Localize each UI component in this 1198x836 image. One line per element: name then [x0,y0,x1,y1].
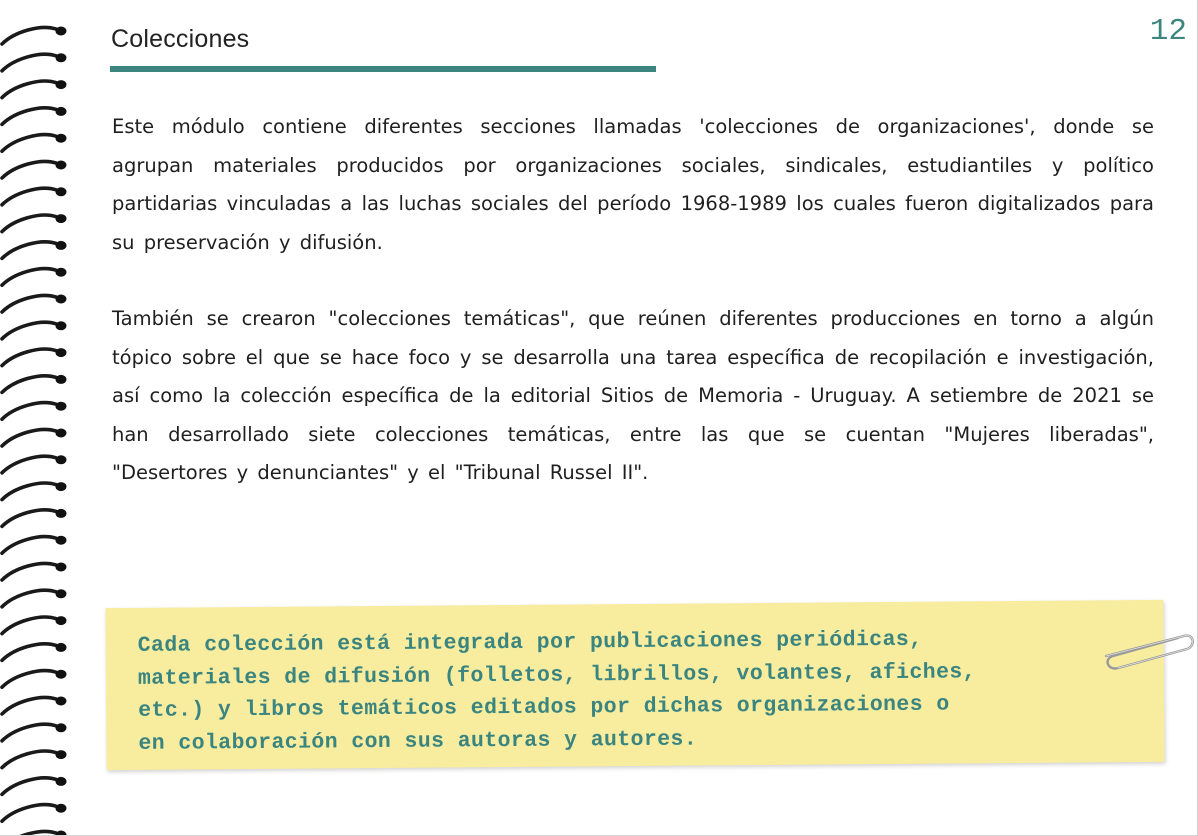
sticky-note [105,600,1164,770]
spiral-binding-icon [0,0,80,836]
paragraph-2: También se crearon "colecciones temáticas", que reúnen diferentes producciones en torno a algún tópico sobre el que se hace foco y se desarrolla una tarea específica de recopilación e investigación, así como la colección específica de la editorial Sitios de Memoria - Uruguay. A setiembre de 2021 se han desarrollado siete colecciones temáticas, entre las que se cuentan "Mujeres liberadas", "Desertores y denunciantes" y el "Tribunal Russel II". [112,307,1154,484]
title-underline [110,66,656,72]
body-text [112,108,1154,531]
sticky-note-text: Cada colección está integrada por publicaciones periódicas, materiales de difusión (folletos, librillos, volantes, afiches, etc.) y libros temáticos editados por dichas organizaciones o en colaboración con sus autoras y autores. [137,627,977,756]
page-number: 12 [1149,14,1187,49]
paperclip-icon [1098,628,1198,672]
paragraph-1: Este módulo contiene diferentes secciones llamadas 'colecciones de organizaciones', donde se agrupan materiales producidos por organizaciones sociales, sindicales, estudiantiles y político partidarias vinculadas a las luchas sociales del período 1968-1989 los cuales fueron digitalizados para su preservación y difusión. [112,115,1154,254]
page-title: Colecciones [111,25,250,53]
